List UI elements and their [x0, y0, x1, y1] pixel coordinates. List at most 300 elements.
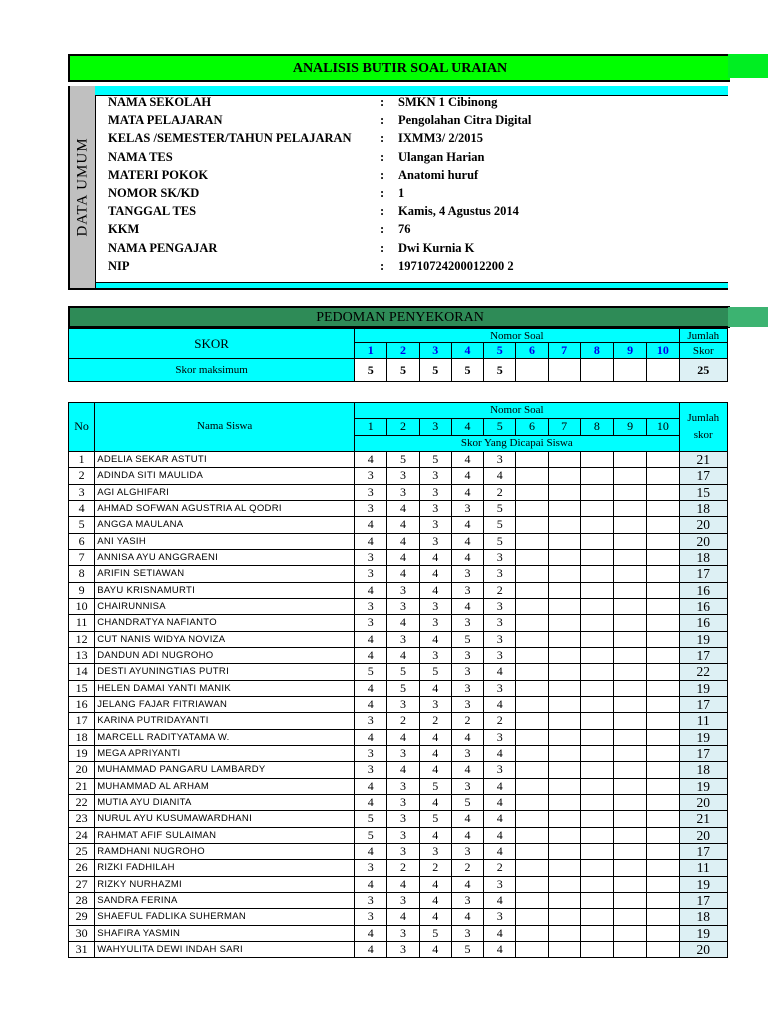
pedoman-skor: Skor: [679, 343, 727, 359]
info-label: NIP: [108, 258, 130, 273]
score-cell: [647, 582, 679, 598]
total-score: 20: [679, 533, 727, 549]
score-cell: 3: [451, 615, 483, 631]
score-cell: 3: [451, 843, 483, 859]
score-cell: [580, 762, 613, 778]
score-cell: 4: [419, 892, 451, 908]
score-cell: [580, 615, 613, 631]
total-score: 11: [679, 713, 727, 729]
pedoman-number: 5: [484, 343, 516, 359]
score-cell: [516, 533, 548, 549]
score-cell: [647, 664, 679, 680]
score-cell: [647, 925, 679, 941]
score-cell: 5: [484, 500, 516, 516]
info-value: 1: [398, 186, 405, 200]
score-cell: 4: [387, 615, 419, 631]
score-cell: 4: [484, 827, 516, 843]
student-score-table: [68, 402, 728, 958]
score-cell: 3: [419, 647, 451, 663]
score-cell: 3: [484, 598, 516, 614]
score-cell: [580, 941, 613, 957]
score-cell: [580, 778, 613, 794]
score-cell: [614, 533, 647, 549]
score-cell: [647, 941, 679, 957]
score-cell: 3: [355, 615, 387, 631]
student-name: CUT NANIS WIDYA NOVIZA: [95, 631, 355, 647]
table-row: [69, 892, 728, 908]
table-row: [69, 696, 728, 712]
score-cell: 5: [484, 533, 516, 549]
row-no: 4: [69, 500, 95, 516]
score-cell: [647, 745, 679, 761]
score-cell: 4: [355, 794, 387, 810]
pedoman-number: 1: [355, 343, 387, 359]
score-cell: [516, 794, 548, 810]
score-cell: [580, 517, 613, 533]
info-colon: :: [380, 95, 385, 109]
score-cell: 4: [355, 843, 387, 859]
score-cell: 3: [451, 582, 483, 598]
score-cell: [614, 860, 647, 876]
side-label: DATA UMUM: [74, 137, 90, 237]
score-cell: 3: [484, 762, 516, 778]
col-no: No: [69, 403, 95, 452]
score-cell: [614, 517, 647, 533]
row-no: 6: [69, 533, 95, 549]
table-row: [69, 468, 728, 484]
max-score-cell: [548, 359, 580, 382]
score-cell: 4: [419, 794, 451, 810]
score-cell: [548, 647, 580, 663]
table-row: [69, 745, 728, 761]
score-cell: 5: [419, 925, 451, 941]
total-score: 17: [679, 696, 727, 712]
score-cell: [580, 843, 613, 859]
score-cell: [516, 860, 548, 876]
score-cell: 4: [419, 876, 451, 892]
score-cell: [614, 582, 647, 598]
score-cell: [516, 517, 548, 533]
score-cell: [647, 549, 679, 565]
total-score: 15: [679, 484, 727, 500]
table-row: [69, 713, 728, 729]
table-row: [69, 843, 728, 859]
student-name: DANDUN ADI NUGROHO: [95, 647, 355, 663]
score-cell: 4: [419, 566, 451, 582]
score-cell: 4: [419, 827, 451, 843]
score-cell: 2: [419, 860, 451, 876]
score-cell: 4: [451, 533, 483, 549]
score-cell: 4: [451, 484, 483, 500]
score-cell: [516, 876, 548, 892]
row-no: 9: [69, 582, 95, 598]
table-row: [69, 517, 728, 533]
score-cell: [614, 631, 647, 647]
score-cell: [647, 778, 679, 794]
score-cell: [580, 451, 613, 467]
total-score: 18: [679, 762, 727, 778]
score-cell: 3: [484, 647, 516, 663]
student-name: SHAEFUL FADLIKA SUHERMAN: [95, 909, 355, 925]
score-cell: 4: [451, 729, 483, 745]
pedoman-number: 3: [419, 343, 451, 359]
score-cell: 3: [484, 876, 516, 892]
score-cell: 3: [451, 892, 483, 908]
score-cell: 4: [355, 451, 387, 467]
info-colon: :: [380, 240, 385, 255]
score-cell: 5: [355, 664, 387, 680]
score-cell: [580, 696, 613, 712]
score-cell: 3: [419, 598, 451, 614]
score-cell: [516, 762, 548, 778]
student-name: ANGGA MAULANA: [95, 517, 355, 533]
table-row: [69, 615, 728, 631]
skor-header: SKOR: [69, 329, 355, 359]
score-cell: [548, 517, 580, 533]
score-cell: [580, 647, 613, 663]
info-colon: :: [380, 222, 385, 237]
pedoman-number: 4: [451, 343, 483, 359]
student-name: RIZKY NURHAZMI: [95, 876, 355, 892]
score-cell: 3: [484, 566, 516, 582]
info-label: MATERI POKOK: [108, 167, 209, 182]
student-name: AGI ALGHIFARI: [95, 484, 355, 500]
info-label: NAMA PENGAJAR: [108, 240, 218, 255]
pedoman-number: 2: [387, 343, 419, 359]
score-cell: 4: [355, 647, 387, 663]
score-cell: 4: [451, 451, 483, 467]
score-cell: [548, 811, 580, 827]
max-score-cell: [580, 359, 613, 382]
score-cell: 3: [355, 909, 387, 925]
row-no: 25: [69, 843, 95, 859]
total-score: 11: [679, 860, 727, 876]
total-score: 17: [679, 745, 727, 761]
student-name: ANI YASIH: [95, 533, 355, 549]
score-cell: [548, 876, 580, 892]
score-cell: [548, 484, 580, 500]
info-value: 76: [398, 222, 411, 237]
question-number: 5: [484, 419, 516, 435]
total-score: 17: [679, 892, 727, 908]
score-cell: [614, 500, 647, 516]
question-number: 8: [580, 419, 613, 435]
score-cell: 4: [355, 517, 387, 533]
score-cell: [647, 680, 679, 696]
score-cell: 5: [484, 517, 516, 533]
info-colon: :: [380, 258, 385, 273]
total-score: 16: [679, 598, 727, 614]
total-score: 19: [679, 778, 727, 794]
score-cell: [614, 566, 647, 582]
score-cell: [516, 549, 548, 565]
score-cell: 4: [387, 566, 419, 582]
skor-maksimum-label: Skor maksimum: [69, 359, 355, 382]
score-cell: 4: [484, 778, 516, 794]
score-cell: 5: [419, 811, 451, 827]
row-no: 3: [69, 484, 95, 500]
score-cell: [548, 500, 580, 516]
table-row: [69, 484, 728, 500]
score-cell: 4: [484, 941, 516, 957]
row-no: 22: [69, 794, 95, 810]
score-cell: [516, 909, 548, 925]
table-row: [69, 860, 728, 876]
score-cell: [647, 598, 679, 614]
score-cell: [580, 909, 613, 925]
score-cell: 3: [419, 468, 451, 484]
student-name: JELANG FAJAR FITRIAWAN: [95, 696, 355, 712]
score-cell: 3: [419, 533, 451, 549]
score-cell: 2: [451, 713, 483, 729]
score-cell: 3: [484, 615, 516, 631]
total-score: 21: [679, 811, 727, 827]
score-cell: 4: [419, 631, 451, 647]
row-no: 29: [69, 909, 95, 925]
score-cell: 4: [387, 909, 419, 925]
score-cell: [580, 729, 613, 745]
score-cell: [647, 729, 679, 745]
table-row: [69, 729, 728, 745]
score-cell: [548, 696, 580, 712]
score-cell: 4: [484, 843, 516, 859]
score-cell: [580, 794, 613, 810]
table-row: [69, 876, 728, 892]
score-cell: [548, 582, 580, 598]
student-name: DESTI AYUNINGTIAS PUTRI: [95, 664, 355, 680]
score-cell: 4: [451, 909, 483, 925]
info-value: 19710724200012200 2: [398, 258, 514, 273]
pedoman-number: 8: [580, 343, 613, 359]
pedoman-number: 10: [647, 343, 679, 359]
total-score: 20: [679, 827, 727, 843]
score-cell: 5: [387, 451, 419, 467]
row-no: 5: [69, 517, 95, 533]
score-cell: 4: [451, 598, 483, 614]
score-cell: 4: [355, 533, 387, 549]
score-cell: 3: [355, 484, 387, 500]
student-name: RAHMAT AFIF SULAIMAN: [95, 827, 355, 843]
total-score: 18: [679, 909, 727, 925]
score-cell: 4: [387, 517, 419, 533]
score-cell: [516, 843, 548, 859]
score-cell: [647, 696, 679, 712]
total-score: 18: [679, 549, 727, 565]
student-name: SHAFIRA YASMIN: [95, 925, 355, 941]
pedoman-nomor-soal: Nomor Soal: [355, 329, 679, 343]
student-name: SANDRA FERINA: [95, 892, 355, 908]
score-cell: [580, 811, 613, 827]
score-cell: 3: [419, 843, 451, 859]
score-cell: [647, 892, 679, 908]
score-cell: 3: [484, 909, 516, 925]
score-cell: 3: [419, 484, 451, 500]
score-cell: 3: [484, 549, 516, 565]
total-score: 17: [679, 566, 727, 582]
student-name: ADELIA SEKAR ASTUTI: [95, 451, 355, 467]
table-row: [69, 680, 728, 696]
score-cell: 4: [484, 664, 516, 680]
score-cell: [548, 729, 580, 745]
score-cell: [580, 566, 613, 582]
question-number: 10: [647, 419, 679, 435]
question-number: 2: [387, 419, 419, 435]
score-cell: [548, 631, 580, 647]
row-no: 7: [69, 549, 95, 565]
score-cell: 4: [355, 925, 387, 941]
score-cell: [548, 909, 580, 925]
score-cell: 4: [355, 680, 387, 696]
score-cell: 4: [484, 811, 516, 827]
score-cell: [614, 729, 647, 745]
info-value: Anatomi huruf: [398, 167, 479, 182]
max-score-cell: 5: [355, 359, 387, 382]
info-label: KELAS /SEMESTER/TAHUN PELAJARAN: [108, 131, 352, 146]
row-no: 16: [69, 696, 95, 712]
score-cell: 3: [387, 892, 419, 908]
question-number: 7: [548, 419, 580, 435]
row-no: 14: [69, 664, 95, 680]
row-no: 23: [69, 811, 95, 827]
score-cell: [614, 745, 647, 761]
side-label-box: [68, 86, 95, 290]
score-cell: [614, 892, 647, 908]
score-cell: [647, 451, 679, 467]
row-no: 11: [69, 615, 95, 631]
score-cell: 3: [419, 500, 451, 516]
score-cell: [580, 582, 613, 598]
table-row: [69, 941, 728, 957]
score-cell: [516, 827, 548, 843]
total-score: 22: [679, 664, 727, 680]
score-cell: [580, 664, 613, 680]
student-name: BAYU KRISNAMURTI: [95, 582, 355, 598]
total-score: 19: [679, 876, 727, 892]
score-cell: 4: [484, 745, 516, 761]
score-cell: 3: [387, 827, 419, 843]
score-cell: 3: [451, 500, 483, 516]
score-cell: 5: [451, 631, 483, 647]
col-dicapai: Skor Yang Dicapai Siswa: [355, 435, 679, 451]
score-cell: [614, 762, 647, 778]
score-cell: 5: [419, 778, 451, 794]
row-no: 30: [69, 925, 95, 941]
score-cell: [580, 598, 613, 614]
score-cell: [614, 778, 647, 794]
score-cell: [647, 615, 679, 631]
score-cell: [580, 827, 613, 843]
student-name: KARINA PUTRIDAYANTI: [95, 713, 355, 729]
score-cell: 4: [387, 762, 419, 778]
score-cell: [580, 468, 613, 484]
total-score: 21: [679, 451, 727, 467]
score-cell: 4: [451, 827, 483, 843]
score-cell: 5: [419, 664, 451, 680]
score-cell: [647, 860, 679, 876]
score-cell: [548, 941, 580, 957]
score-cell: 3: [484, 680, 516, 696]
info-value: Kamis, 4 Agustus 2014: [398, 204, 519, 219]
score-cell: [580, 631, 613, 647]
score-cell: 3: [451, 778, 483, 794]
student-name: ADINDA SITI MAULIDA: [95, 468, 355, 484]
total-score: 18: [679, 500, 727, 516]
score-cell: [548, 925, 580, 941]
row-no: 24: [69, 827, 95, 843]
green-tab-decoration-2: [728, 307, 768, 327]
score-cell: 4: [484, 925, 516, 941]
score-cell: 3: [355, 468, 387, 484]
pedoman-table: [68, 328, 728, 382]
score-cell: 4: [451, 811, 483, 827]
score-cell: 3: [355, 745, 387, 761]
student-name: AHMAD SOFWAN AGUSTRIA AL QODRI: [95, 500, 355, 516]
score-cell: 4: [387, 500, 419, 516]
score-cell: [548, 598, 580, 614]
score-cell: 4: [355, 941, 387, 957]
score-cell: [614, 549, 647, 565]
max-score-cell: 5: [387, 359, 419, 382]
score-cell: [516, 696, 548, 712]
score-cell: [580, 713, 613, 729]
score-cell: [614, 909, 647, 925]
info-colon: :: [380, 186, 385, 200]
row-no: 12: [69, 631, 95, 647]
question-number: 3: [419, 419, 451, 435]
score-cell: [580, 892, 613, 908]
score-cell: [516, 647, 548, 663]
max-score-cell: [516, 359, 548, 382]
score-cell: 3: [451, 647, 483, 663]
score-cell: 3: [387, 582, 419, 598]
info-colon: :: [380, 113, 385, 128]
score-cell: [516, 729, 548, 745]
col-nama: Nama Siswa: [95, 403, 355, 452]
info-label: NOMOR SK/KD: [108, 186, 200, 200]
student-name: MUHAMMAD PANGARU LAMBARDY: [95, 762, 355, 778]
score-cell: [647, 468, 679, 484]
student-name: NURUL AYU KUSUMAWARDHANI: [95, 811, 355, 827]
score-cell: [580, 860, 613, 876]
score-cell: 4: [419, 729, 451, 745]
score-cell: 4: [484, 794, 516, 810]
score-cell: [516, 582, 548, 598]
score-cell: [647, 533, 679, 549]
row-no: 15: [69, 680, 95, 696]
score-cell: [548, 827, 580, 843]
info-value: Dwi Kurnia K: [398, 240, 475, 255]
question-number: 4: [451, 419, 483, 435]
score-cell: [614, 468, 647, 484]
score-cell: 3: [419, 517, 451, 533]
info-label: NAMA TES: [108, 149, 173, 164]
score-cell: 3: [355, 762, 387, 778]
score-cell: [647, 762, 679, 778]
score-cell: [580, 680, 613, 696]
total-score: 19: [679, 729, 727, 745]
pedoman-title: PEDOMAN PENYEKORAN: [68, 306, 730, 328]
score-cell: [516, 680, 548, 696]
total-score: 17: [679, 843, 727, 859]
score-cell: 4: [419, 909, 451, 925]
score-cell: 2: [484, 713, 516, 729]
student-name: CHAIRUNNISA: [95, 598, 355, 614]
score-cell: [516, 484, 548, 500]
score-cell: 4: [355, 876, 387, 892]
info-bottom-bar: [95, 282, 728, 290]
max-score-cell: [647, 359, 679, 382]
score-cell: 4: [387, 729, 419, 745]
